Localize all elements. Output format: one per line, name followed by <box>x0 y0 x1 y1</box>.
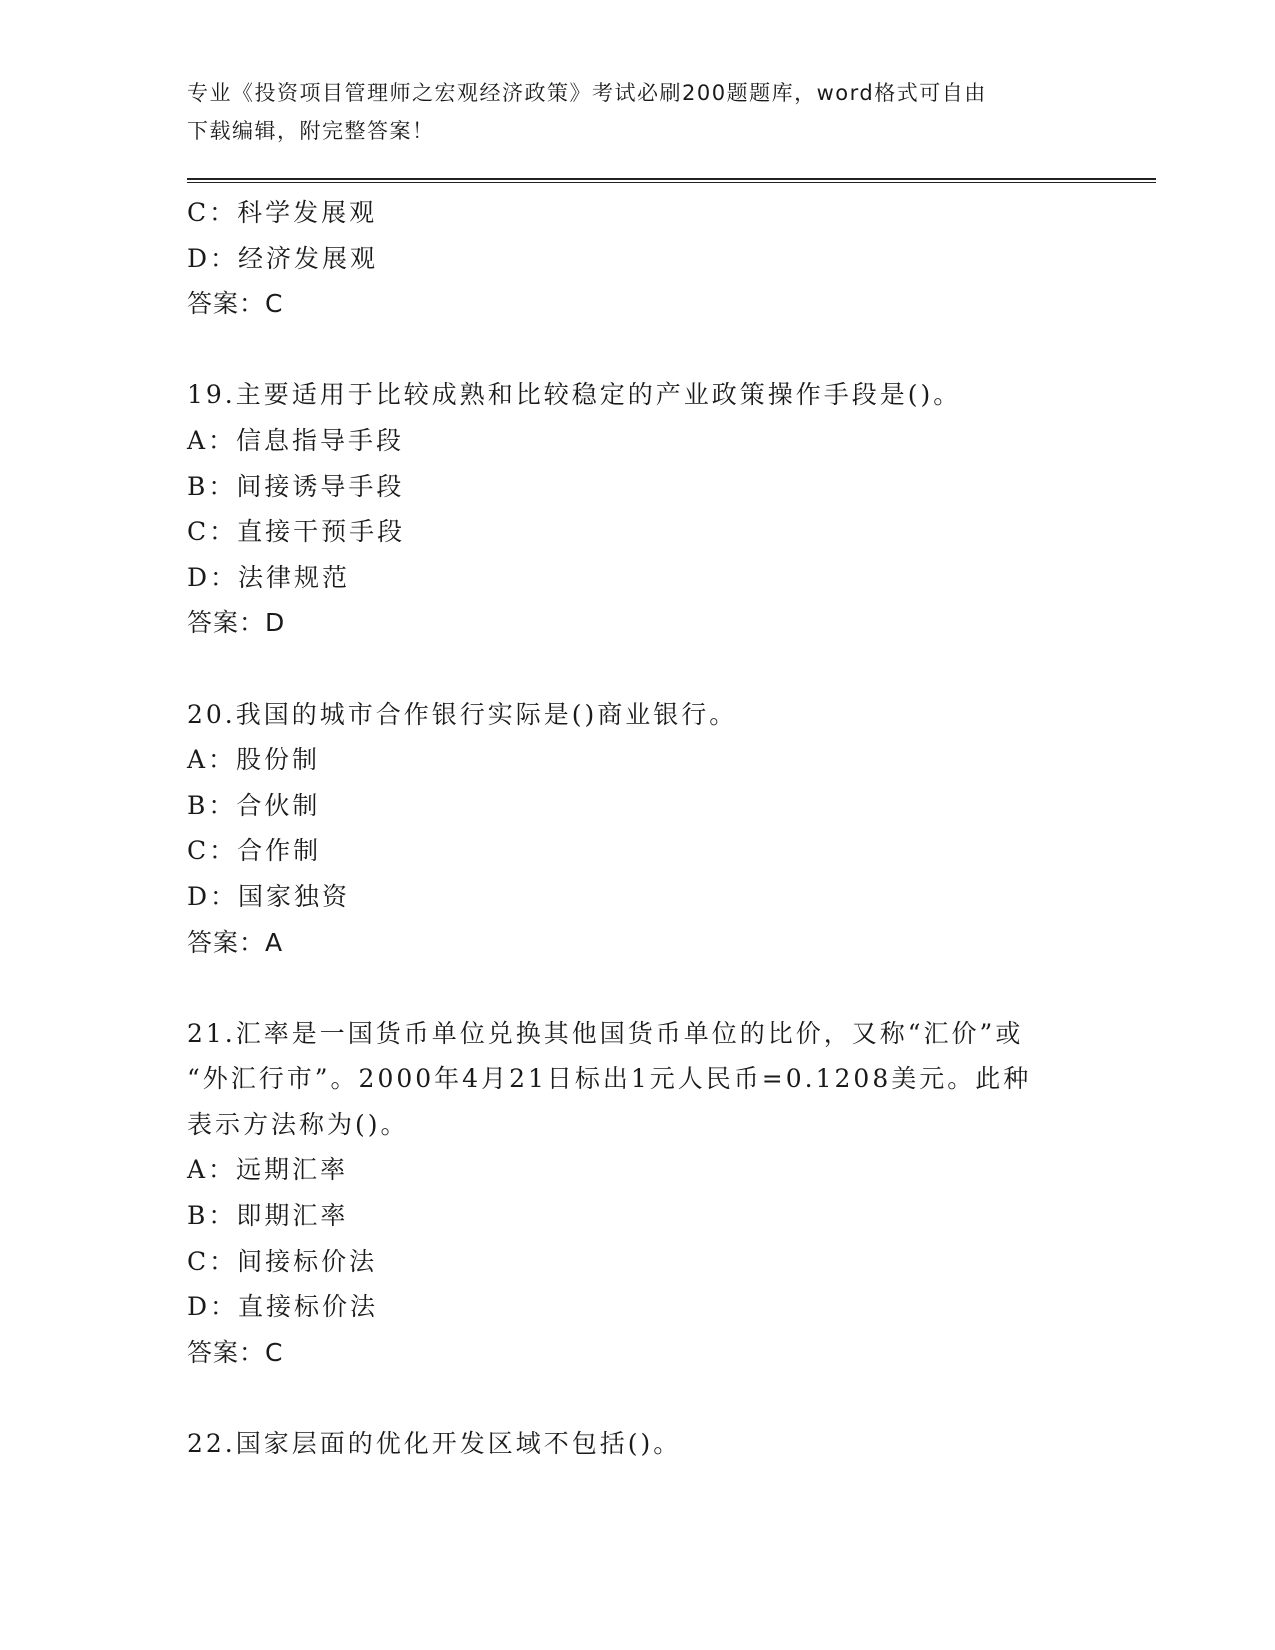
option-d: D：法律规范 <box>187 562 351 592</box>
answer-line: 答案：D <box>187 608 286 638</box>
answer-line: 答案：A <box>187 927 284 957</box>
option-a: A：股份制 <box>187 745 321 775</box>
question-block-18 <box>187 190 1087 327</box>
spacer <box>187 327 1087 373</box>
option-d: D：直接标价法 <box>187 1292 379 1322</box>
option-d: D：经济发展观 <box>187 243 379 273</box>
question-list <box>187 190 1087 1467</box>
option-b: B：间接诱导手段 <box>187 471 405 501</box>
header-divider <box>187 178 1156 183</box>
spacer <box>187 965 1087 1011</box>
option-c: C：间接标价法 <box>187 1246 378 1276</box>
option-a: A：信息指导手段 <box>187 425 405 455</box>
question-stem-line-3: 表示方法称为()。 <box>187 1109 409 1139</box>
option-d: D：国家独资 <box>187 881 351 911</box>
question-block-22 <box>187 1421 1087 1467</box>
question-stem: 19.主要适用于比较成熟和比较稳定的产业政策操作手段是()。 <box>187 380 962 410</box>
spacer <box>187 646 1087 692</box>
question-stem-line-1: 21.汇率是一国货币单位兑换其他国货币单位的比价，又称“汇价”或 <box>187 1018 1024 1048</box>
option-c: C：科学发展观 <box>187 198 378 227</box>
question-stem-line-2: “外汇行市”。2000年4月21日标出1元人民币=0.1208美元。此种 <box>187 1064 1032 1094</box>
option-b: B：合伙制 <box>187 790 321 820</box>
question-stem: 20.我国的城市合作银行实际是()商业银行。 <box>187 699 738 729</box>
answer-line: 答案：C <box>187 289 284 319</box>
option-b: B：即期汇率 <box>187 1201 349 1231</box>
option-c: C：直接干预手段 <box>187 517 406 547</box>
question-block-21 <box>187 1011 1087 1376</box>
document-header <box>187 74 1067 150</box>
spacer <box>187 1375 1087 1421</box>
question-block-19 <box>187 372 1087 646</box>
question-stem: 22.国家层面的优化开发区域不包括()。 <box>187 1429 682 1459</box>
question-block-20 <box>187 692 1087 966</box>
option-a: A：远期汇率 <box>187 1155 349 1185</box>
option-c: C：合作制 <box>187 836 322 866</box>
header-line-2: 下载编辑，附完整答案！ <box>187 119 435 143</box>
header-line-1: 专业《投资项目管理师之宏观经济政策》考试必刷200题题库，word格式可自由 <box>187 81 987 105</box>
answer-line: 答案：C <box>187 1337 284 1367</box>
